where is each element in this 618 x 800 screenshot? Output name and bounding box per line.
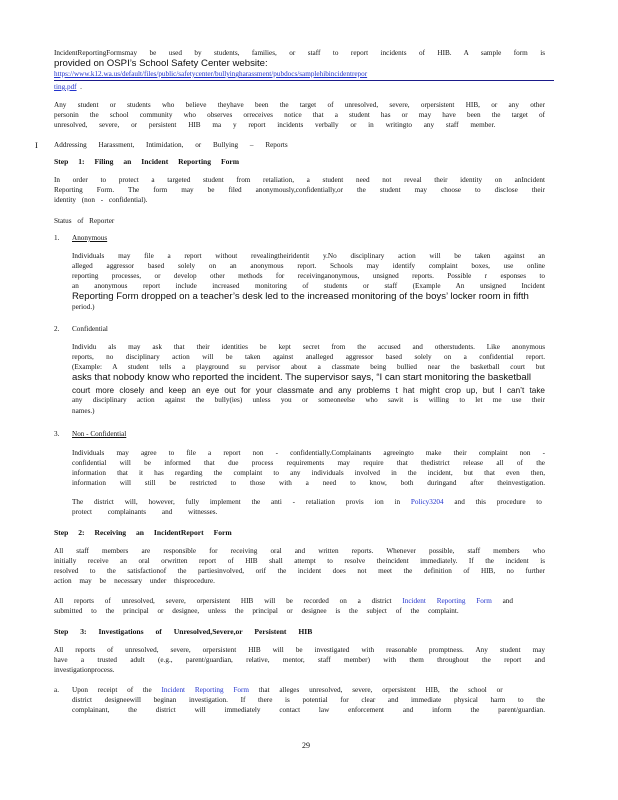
section-title: Addressing Harassment, Intimidation, or Bullying – Reports bbox=[54, 141, 288, 149]
item2-line-3: (Example: A student tells a playground su pervisor about a classmate being bullied near the basketball court but bbox=[72, 363, 545, 371]
intro-para2-line-2: personin the school community who observes orreceives notice that a student has or may have been the target of bbox=[54, 111, 545, 119]
step1-heading: Step 1: Filing an Incident Reporting Form bbox=[54, 157, 240, 166]
step3-line-2: have a trusted adult (e.g., parent/guardian, relative, mentor, staff member) with them throughout the report and bbox=[54, 656, 545, 664]
section-numeral: I bbox=[35, 140, 38, 150]
item2-line-2: reports, no disciplinary action will be taken against analleged aggressor based solely on a confidential report. bbox=[72, 353, 545, 361]
item-a-line-3: complainant, the district will immediately contact law enforcement and inform the parent/guardian. bbox=[72, 706, 545, 714]
item1-number: 1. bbox=[54, 234, 60, 242]
item1-line-4: an anonymous report include increased monitoring of students or staff (Example An unsigned Incident bbox=[72, 282, 545, 290]
item3-line-3: information that it has regarding the complaint to any individuals involved in the incident, but that even then, bbox=[72, 469, 545, 477]
step2-heading: Step 2: Receiving an IncidentReport Form bbox=[54, 528, 232, 537]
item1-line-2: alleged aggressor based solely on an anonymous report. Schools may identify complaint boxes, use online bbox=[72, 262, 545, 270]
item2-label: Confidential bbox=[72, 325, 108, 333]
item2-line-6: any disciplinary action against the bully(ies) unless you or someoneelse who sawit is willing to let me use their bbox=[72, 396, 545, 404]
sample-form-link-tail[interactable]: ting.pdf . bbox=[54, 83, 82, 91]
item2-line-1: Individu als may ask that their identities be kept secret from the accused and otherstudents. Like anonymous bbox=[72, 343, 545, 351]
link-underline-rule bbox=[54, 80, 554, 81]
item-a-label: a. bbox=[54, 686, 59, 694]
status-of-reporter: Status of Reporter bbox=[54, 217, 115, 225]
item1-label: Anonymous bbox=[72, 234, 108, 242]
item-a-line-1: Upon receipt of the Incident Reporting Form that alleges unresolved, severe, orpersistent HIB, the school or bbox=[72, 686, 503, 694]
step2-line-6: submitted to the principal or designee, unless the principal or designee is the subject of the complaint. bbox=[54, 607, 459, 615]
item3-line-6: protect complainants and witnesses. bbox=[72, 508, 218, 516]
item1-line-3: reporting processes, or develop other methods for receivinganonymous, unsigned reports. Possible r esponses to bbox=[72, 272, 545, 280]
item2-line-4: asks that nobody know who reported the incident. The supervisor says, “I can start monitoring the basketball bbox=[72, 372, 531, 383]
incident-reporting-form-link[interactable]: Incident Reporting Form bbox=[402, 597, 492, 605]
item1-line-1: Individuals may file a report without revealingtheiridentit y.No disciplinary action will be taken against an bbox=[72, 252, 545, 260]
item3-number: 3. bbox=[54, 430, 60, 438]
policy-3204-link[interactable]: Policy3204 bbox=[410, 498, 444, 506]
step2-line-2: initially receive an oral orwritten report of HIB shall attempt to resolve theincident immediately. If the incident is bbox=[54, 557, 545, 565]
intro-line-1: IncidentReportingFormsmay be used by students, families, or staff to report incidents of HIB. A sample form is bbox=[54, 49, 545, 57]
step3-line-3: investigationprocess. bbox=[54, 666, 115, 674]
step3-line-1: All reports of unresolved, severe, orpersistent HIB will be investigated with reasonable promptness. Any student may bbox=[54, 646, 545, 654]
step1-line-1: In order to protect a targeted student from retaliation, a student need not reveal their identity on anIncident bbox=[54, 176, 545, 184]
step2-line-4: action may be necessary under thisprocedure. bbox=[54, 577, 215, 585]
intro-para2-line-1: Any student or students who believe theyhave been the target of unresolved, severe, orpersistent HIB, or any other bbox=[54, 101, 545, 109]
item3-label: Non - Confidential bbox=[72, 430, 127, 438]
intro-para2-line-3: unresolved, severe, or persistent HIB ma y report incidents verbally or in writingto any staff member. bbox=[54, 121, 496, 129]
item2-line-5: court more closely and keep an eye out for your classmate and any problems t hat might crop up, but I can’t take bbox=[72, 386, 545, 395]
item3-line-2: confidential will be informed that due process requirements may require that thedistrict release all of the bbox=[72, 459, 545, 467]
step1-line-3: identity (non - confidential). bbox=[54, 196, 148, 204]
sample-form-link[interactable]: https://www.k12.wa.us/default/files/public/safetycenter/bullyingharassment/pubdocs/samplehibincidentrepor bbox=[54, 70, 368, 78]
item3-line-5: The district will, however, fully implement the anti - retaliation provis ion in Policy3204 and this procedure to bbox=[72, 498, 542, 506]
step2-line-5: All reports of unresolved, severe, orpersistent HIB will be recorded on a district Incident Reporting Form and bbox=[54, 597, 513, 605]
item1-line-6: period.) bbox=[72, 303, 95, 311]
step1-line-2: Reporting Form. The form may be filed anonymously,confidentially,or the student may choose to disclose their bbox=[54, 186, 545, 194]
item3-line-1: Individuals may agree to file a report non - confidentially.Complainants agreeingto make their complaint non - bbox=[72, 449, 545, 457]
item2-line-7: names.) bbox=[72, 407, 95, 415]
page-number: 29 bbox=[302, 741, 310, 750]
item3-line-4: information will still be restricted to those with a need to know, both duringand after theinvestigation. bbox=[72, 479, 545, 487]
item1-line-5: Reporting Form dropped on a teacher’s desk led to the increased monitoring of the boys’ locker room in fifth bbox=[72, 291, 529, 302]
incident-reporting-form-link-2[interactable]: Incident Reporting Form bbox=[161, 686, 249, 694]
step2-line-3: resolved to the satisfactionof the partiesinvolved, orif the incident does not meet the definition of HIB, no further bbox=[54, 567, 545, 575]
item-a-line-2: district designeewill beginan investigation. If there is potential for clear and immediate physical harm to the bbox=[72, 696, 545, 704]
intro-line-2: provided on OSPI’s School Safety Center website: bbox=[54, 58, 268, 69]
item2-number: 2. bbox=[54, 325, 60, 333]
step3-heading: Step 3: Investigations of Unresolved,Severe,or Persistent HIB bbox=[54, 627, 313, 636]
step2-line-1: All staff members are responsible for receiving oral and written reports. Whenever possible, staff members who bbox=[54, 547, 545, 555]
